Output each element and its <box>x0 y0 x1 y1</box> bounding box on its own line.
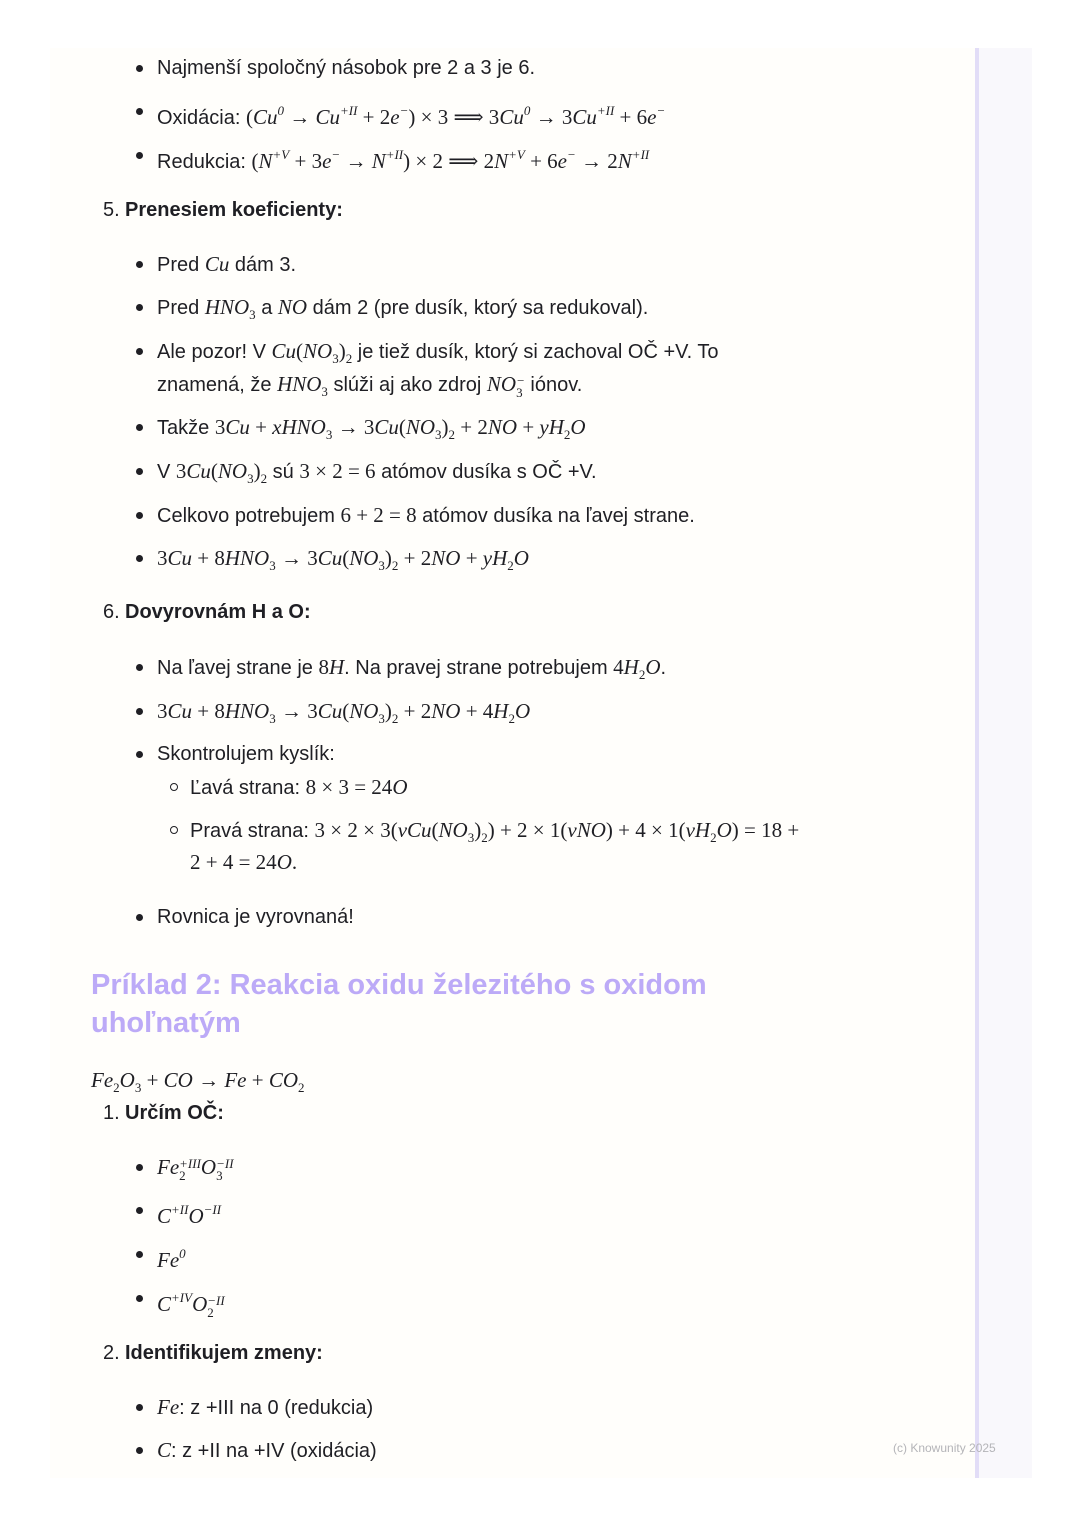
math-symbol: O <box>192 1292 208 1316</box>
text: atómov dusíka na ľavej strane. <box>416 505 695 527</box>
math-symbol: H <box>328 655 345 679</box>
math-text: ) <box>441 415 449 439</box>
math-symbol: xHNO <box>272 415 326 439</box>
copyright-footer: (c) Knowunity 2025 <box>893 1441 996 1455</box>
math-text: + 8 <box>192 699 225 723</box>
numbered-step <box>103 1101 224 1125</box>
math-symbol: Fe <box>157 1248 180 1272</box>
list-item <box>157 459 597 491</box>
subscript: 2 <box>391 558 399 573</box>
text: iónov. <box>524 374 583 396</box>
subscript: 3 <box>134 1080 142 1095</box>
subscript: 3 <box>435 427 442 442</box>
math-symbol: NO <box>431 546 461 570</box>
step-number: 2. <box>103 1342 120 1364</box>
math-symbol: O <box>716 818 732 842</box>
math-text: → <box>283 105 316 129</box>
math-symbol: vNO <box>567 818 606 842</box>
math-symbol: O <box>645 655 661 679</box>
step-number: 6. <box>103 601 120 623</box>
step-number: 1. <box>103 1102 120 1124</box>
text: a <box>255 297 278 319</box>
subscript: 3 <box>321 384 328 399</box>
list-item <box>157 1198 221 1229</box>
math-symbol: Cu <box>167 546 193 570</box>
superscript: +V <box>508 147 525 162</box>
subscript: 2 <box>391 711 399 726</box>
superscript: − <box>656 103 666 118</box>
math-text: ( <box>342 546 350 570</box>
list-item <box>157 1438 377 1463</box>
list-item <box>157 1286 225 1319</box>
math-symbol: NO <box>405 415 436 439</box>
math-symbol: vCu <box>397 818 432 842</box>
math-symbol: Cu <box>167 699 193 723</box>
math-symbol: C <box>157 1292 172 1316</box>
math-text: 3 <box>214 415 226 439</box>
math-symbol: HNO <box>204 295 250 319</box>
text: . <box>660 657 667 679</box>
list-item <box>157 546 529 578</box>
text: atómov dusíka s OČ +V. <box>375 461 597 483</box>
math-symbol: O <box>188 1204 204 1228</box>
superscript: − <box>399 103 409 118</box>
page-side-rail <box>975 48 1032 1478</box>
subscript: 2 <box>508 711 515 726</box>
subscript: 2 <box>710 830 717 845</box>
math-text: + <box>141 1068 164 1092</box>
numbered-step <box>103 600 311 624</box>
math-symbol: O <box>392 775 408 799</box>
stacked-index <box>516 375 525 399</box>
math-text: ) <box>474 818 482 842</box>
math-text: . <box>291 850 298 874</box>
superscript: +II <box>385 147 404 162</box>
bold-text: Prenesiem koeficienty: <box>125 199 343 221</box>
math-symbol: O <box>200 1155 217 1179</box>
math-symbol: Cu <box>252 105 278 129</box>
math-text: → 3 <box>275 546 318 570</box>
math-symbol: N <box>494 149 509 173</box>
subscript: 2 <box>113 1080 120 1095</box>
math-symbol: e <box>647 105 657 129</box>
math-symbol: e <box>390 105 400 129</box>
math-symbol: O <box>514 699 531 723</box>
math-text: ) × 3 ⟹ 3 <box>408 105 500 129</box>
text: Ale pozor! V <box>157 341 272 363</box>
bold-text: Dovyrovnám H a O: <box>125 601 311 623</box>
math-symbol: Cu <box>572 105 597 129</box>
list-item <box>157 372 582 404</box>
list-item <box>190 818 799 850</box>
text: Redukcia: <box>157 151 252 173</box>
math-text: + 3 <box>289 149 323 173</box>
subscript: 2 <box>638 667 646 682</box>
superscript: +III <box>179 1156 201 1171</box>
math-text: ) <box>384 699 392 723</box>
math-symbol: Cu <box>499 105 524 129</box>
math-symbol: N <box>258 149 273 173</box>
math-text: → 2 <box>575 149 618 173</box>
math-text: ) = 18 + <box>731 818 800 842</box>
math-symbol: Cu <box>317 699 343 723</box>
superscript: −II <box>203 1202 222 1217</box>
text: Najmenší spoločný násobok pre 2 a 3 je 6. <box>157 57 535 79</box>
text: Skontrolujem kyslík: <box>157 743 335 765</box>
math-symbol: NO <box>277 295 308 319</box>
list-item <box>190 775 407 800</box>
math-text: ( <box>398 415 406 439</box>
math-symbol: Fe <box>157 1395 180 1419</box>
math-text: 4 <box>613 655 624 679</box>
bold-text: Identifikujem zmeny: <box>125 1342 323 1364</box>
subscript: 2 <box>179 1168 186 1183</box>
math-symbol: CO <box>163 1068 193 1092</box>
math-text: + 2 <box>357 105 391 129</box>
subscript: 3 <box>378 558 385 573</box>
subscript: 3 <box>467 830 475 845</box>
superscript: 0 <box>277 103 284 118</box>
math-symbol: Cu <box>374 415 399 439</box>
superscript: 0 <box>523 103 531 118</box>
superscript: +II <box>631 147 650 162</box>
math-symbol: HNO <box>224 546 270 570</box>
math-text: + <box>246 1068 269 1092</box>
list-item <box>157 655 666 687</box>
math-symbol: vH <box>685 818 711 842</box>
subscript: 3 <box>269 558 276 573</box>
list-item <box>157 905 354 929</box>
math-text: 3 × 2 × 3( <box>314 818 398 842</box>
math-symbol: HNO <box>277 372 322 396</box>
math-text: 6 + 2 = 8 <box>340 503 417 527</box>
math-symbol: Fe <box>224 1068 247 1092</box>
math-text: 3 <box>175 459 187 483</box>
subscript: 3 <box>247 471 254 486</box>
math-text: ( <box>431 818 439 842</box>
math-symbol: yH <box>482 546 508 570</box>
superscript: +IV <box>171 1290 193 1305</box>
text: . Na pravej strane potrebujem <box>344 657 614 679</box>
list-item <box>157 143 649 174</box>
math-text: ( <box>342 699 350 723</box>
math-symbol: e <box>557 149 567 173</box>
subscript: 3 <box>269 711 276 726</box>
text: Príklad 2: Reakcia oxidu železitého s oxidom uhoľnatým <box>91 969 707 1039</box>
math-text: → 3 <box>275 699 318 723</box>
superscript: +II <box>339 103 358 118</box>
list-item <box>157 1395 373 1420</box>
step-number: 5. <box>103 199 120 221</box>
math-symbol: O <box>119 1068 135 1092</box>
math-text: ) × 2 ⟹ 2 <box>403 149 495 173</box>
text: Pravá strana: <box>190 820 315 842</box>
stacked-index <box>207 1295 224 1319</box>
math-text: ) <box>338 339 346 363</box>
math-symbol: NO <box>438 818 468 842</box>
math-symbol: H <box>493 699 509 723</box>
section-heading <box>91 966 791 1042</box>
math-text: → 3 <box>530 105 573 129</box>
superscript: +II <box>596 103 615 118</box>
math-symbol: C <box>157 1438 172 1462</box>
bold-text: Určím OČ: <box>125 1102 224 1124</box>
text: : z +II na +IV (oxidácia) <box>171 1440 377 1462</box>
math-symbol: yH <box>539 415 564 439</box>
text: Oxidácia: <box>157 107 246 129</box>
subscript: 2 <box>298 1080 305 1095</box>
math-symbol: NO <box>303 339 333 363</box>
subscript: 3 <box>516 385 523 400</box>
superscript: +II <box>171 1202 189 1217</box>
math-text: ( <box>210 459 218 483</box>
superscript: −II <box>207 1293 225 1308</box>
text: dám 2 (pre dusík, ktorý sa redukoval). <box>307 297 649 319</box>
text: Celkovo potrebujem <box>157 505 341 527</box>
subscript: 3 <box>332 351 339 366</box>
list-item <box>157 295 648 327</box>
superscript: −II <box>216 1156 234 1171</box>
text: je tiež dusík, ktorý si zachoval OČ +V. To <box>352 341 719 363</box>
text: znamená, že <box>157 374 278 396</box>
math-symbol: H <box>623 655 639 679</box>
list-item <box>91 1068 305 1100</box>
math-text: → 3 <box>332 415 375 439</box>
math-symbol: NO <box>487 415 518 439</box>
math-text: + 2 <box>455 415 488 439</box>
list-item <box>157 339 719 371</box>
subscript: 2 <box>345 351 353 366</box>
subscript: 3 <box>216 1168 223 1183</box>
list-item <box>157 1155 234 1182</box>
text: Pred <box>157 254 205 276</box>
subscript: 2 <box>507 558 514 573</box>
math-text: → <box>192 1068 225 1092</box>
text: slúži aj ako zdroj <box>327 374 487 396</box>
math-text: 8 <box>318 655 329 679</box>
numbered-step <box>103 198 343 222</box>
superscript: 0 <box>179 1246 186 1261</box>
math-text: ) + 2 × 1( <box>487 818 568 842</box>
subscript: 2 <box>260 471 268 486</box>
superscript: − <box>516 373 525 388</box>
math-symbol: NO <box>349 546 379 570</box>
list-item <box>157 742 335 766</box>
math-symbol: O <box>570 415 586 439</box>
math-symbol: Cu <box>186 459 211 483</box>
math-text: → <box>340 149 372 173</box>
math-text: 3 × 2 = 6 <box>299 459 376 483</box>
list-item <box>157 99 665 130</box>
math-text: ) + 4 × 1( <box>605 818 686 842</box>
math-symbol: O <box>513 546 529 570</box>
math-text: + 8 <box>192 546 225 570</box>
math-text: + 4 <box>460 699 494 723</box>
math-text: 8 × 3 = 24 <box>305 775 393 799</box>
math-symbol: Cu <box>225 415 250 439</box>
list-item <box>157 699 530 731</box>
text: : z +III na 0 (redukcia) <box>179 1397 374 1419</box>
math-text: ) <box>384 546 392 570</box>
math-text: + 6 <box>614 105 648 129</box>
math-text: ( <box>251 149 259 173</box>
math-text: 2 + 4 = 24 <box>190 850 277 874</box>
math-symbol: NO <box>486 372 517 396</box>
math-text: + <box>249 415 273 439</box>
math-text: + 2 <box>398 546 432 570</box>
stacked-index <box>179 1158 201 1182</box>
subscript: 3 <box>249 307 256 322</box>
math-symbol: NO <box>431 699 461 723</box>
numbered-step <box>103 1341 323 1365</box>
subscript: 2 <box>563 427 571 442</box>
math-text: + 6 <box>524 149 558 173</box>
math-symbol: O <box>276 850 292 874</box>
math-symbol: e <box>322 149 332 173</box>
math-text: + 2 <box>398 699 432 723</box>
subscript: 2 <box>481 830 488 845</box>
math-symbol: C <box>157 1204 172 1228</box>
math-symbol: Fe <box>157 1155 180 1179</box>
math-symbol: Cu <box>315 105 340 129</box>
math-text: + <box>460 546 483 570</box>
subscript: 3 <box>325 427 333 442</box>
list-item <box>157 503 695 528</box>
list-item <box>157 1242 186 1273</box>
math-symbol: HNO <box>224 699 270 723</box>
text: Takže <box>157 417 215 439</box>
list-item <box>157 56 535 80</box>
text: dám 3. <box>229 254 297 276</box>
superscript: − <box>331 147 341 162</box>
superscript: − <box>567 147 576 162</box>
text: V <box>157 461 176 483</box>
math-symbol: Cu <box>317 546 343 570</box>
subscript: 2 <box>207 1305 214 1320</box>
stacked-index <box>216 1158 233 1182</box>
math-symbol: CO <box>268 1068 299 1092</box>
math-symbol: NO <box>217 459 248 483</box>
math-text: ) <box>253 459 261 483</box>
subscript: 2 <box>448 427 456 442</box>
subscript: 3 <box>378 711 385 726</box>
list-item <box>157 252 296 277</box>
text: Pred <box>157 297 205 319</box>
math-text: 3 <box>157 699 168 723</box>
text: Na ľavej strane je <box>157 657 319 679</box>
math-text: ( <box>245 105 253 129</box>
math-symbol: N <box>371 149 386 173</box>
math-symbol: NO <box>349 699 379 723</box>
math-text: ( <box>296 339 304 363</box>
list-item <box>157 415 586 447</box>
text: sú <box>267 461 300 483</box>
math-text: + <box>517 415 540 439</box>
math-symbol: Fe <box>91 1068 114 1092</box>
math-symbol: Cu <box>204 252 230 276</box>
list-item <box>190 850 297 875</box>
text: Rovnica je vyrovnaná! <box>157 906 354 928</box>
math-text: 3 <box>157 546 168 570</box>
math-symbol: N <box>617 149 632 173</box>
math-symbol: Cu <box>271 339 297 363</box>
superscript: +V <box>272 147 290 162</box>
text: Ľavá strana: <box>190 777 306 799</box>
